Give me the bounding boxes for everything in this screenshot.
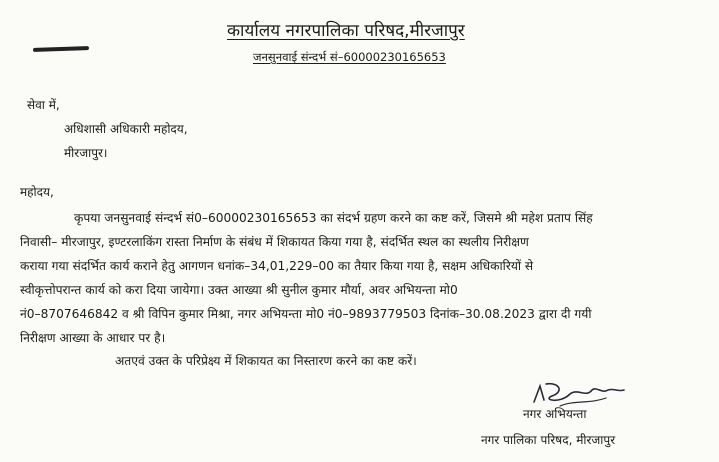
body-line-4: स्वीकृत्तोपरान्त कार्य को करा दिया जायेगा। उक्त आख्या श्री सुनील कुमार मौर्या, अवर अभियन्ता मो0 [20, 283, 458, 297]
reference-number: जनसुनवाई संन्दर्भ सं–60000230165653 [253, 50, 446, 64]
signatory-designation: नगर अभियन्ता [523, 407, 587, 421]
letterhead-title: कार्यालय नगरपालिका परिषद,मीरजापुर [227, 21, 465, 41]
signatory-office: नगर पालिका परिषद, मीरजापुर [481, 433, 616, 447]
salutation-to: सेवा में, [27, 98, 60, 112]
addressee-designation: अधिशासी अधिकारी महोदय, [64, 122, 188, 136]
body-line-1: कृपया जनसुनवाई संन्दर्भ सं0–60000230165653 का संदर्भ ग्रहण करने का कष्ट करें, जिसमे श्री महेश प्रताप सिंह [74, 211, 593, 225]
greeting: महोदय, [20, 185, 54, 199]
addressee-place: मीरजापुर। [64, 146, 108, 160]
body-line-2: निवासी– मीरजापुर, इण्टरलाकिंग रास्ता निर्माण के संबंध में शिकायत किया गया है, संदर्भित स्थल का स्थलीय निरीक्षण [20, 235, 529, 249]
body-line-6: निरीक्षण आख्या के आधार पर है। [20, 331, 166, 345]
margin-dash-mark [33, 46, 89, 52]
body-line-5: नं0–8707646842 व श्री विपिन कुमार मिश्रा, नगर अभियन्ता मो0 नं0–9893779503 दिनांक–30.08.2023 द्वारा दी गयी [20, 307, 592, 321]
body-line-3: कराया गया संदर्भित कार्य कराने हेतु आगणन धनांक–34,01,229–00 का तैयार किया गया है, सक्षम अधिकारियों से [20, 259, 534, 273]
closing-request: अतएवं उक्त के परिप्रेक्ष्य में शिकायत का निस्तारण करने का कष्ट करें। [115, 354, 417, 368]
